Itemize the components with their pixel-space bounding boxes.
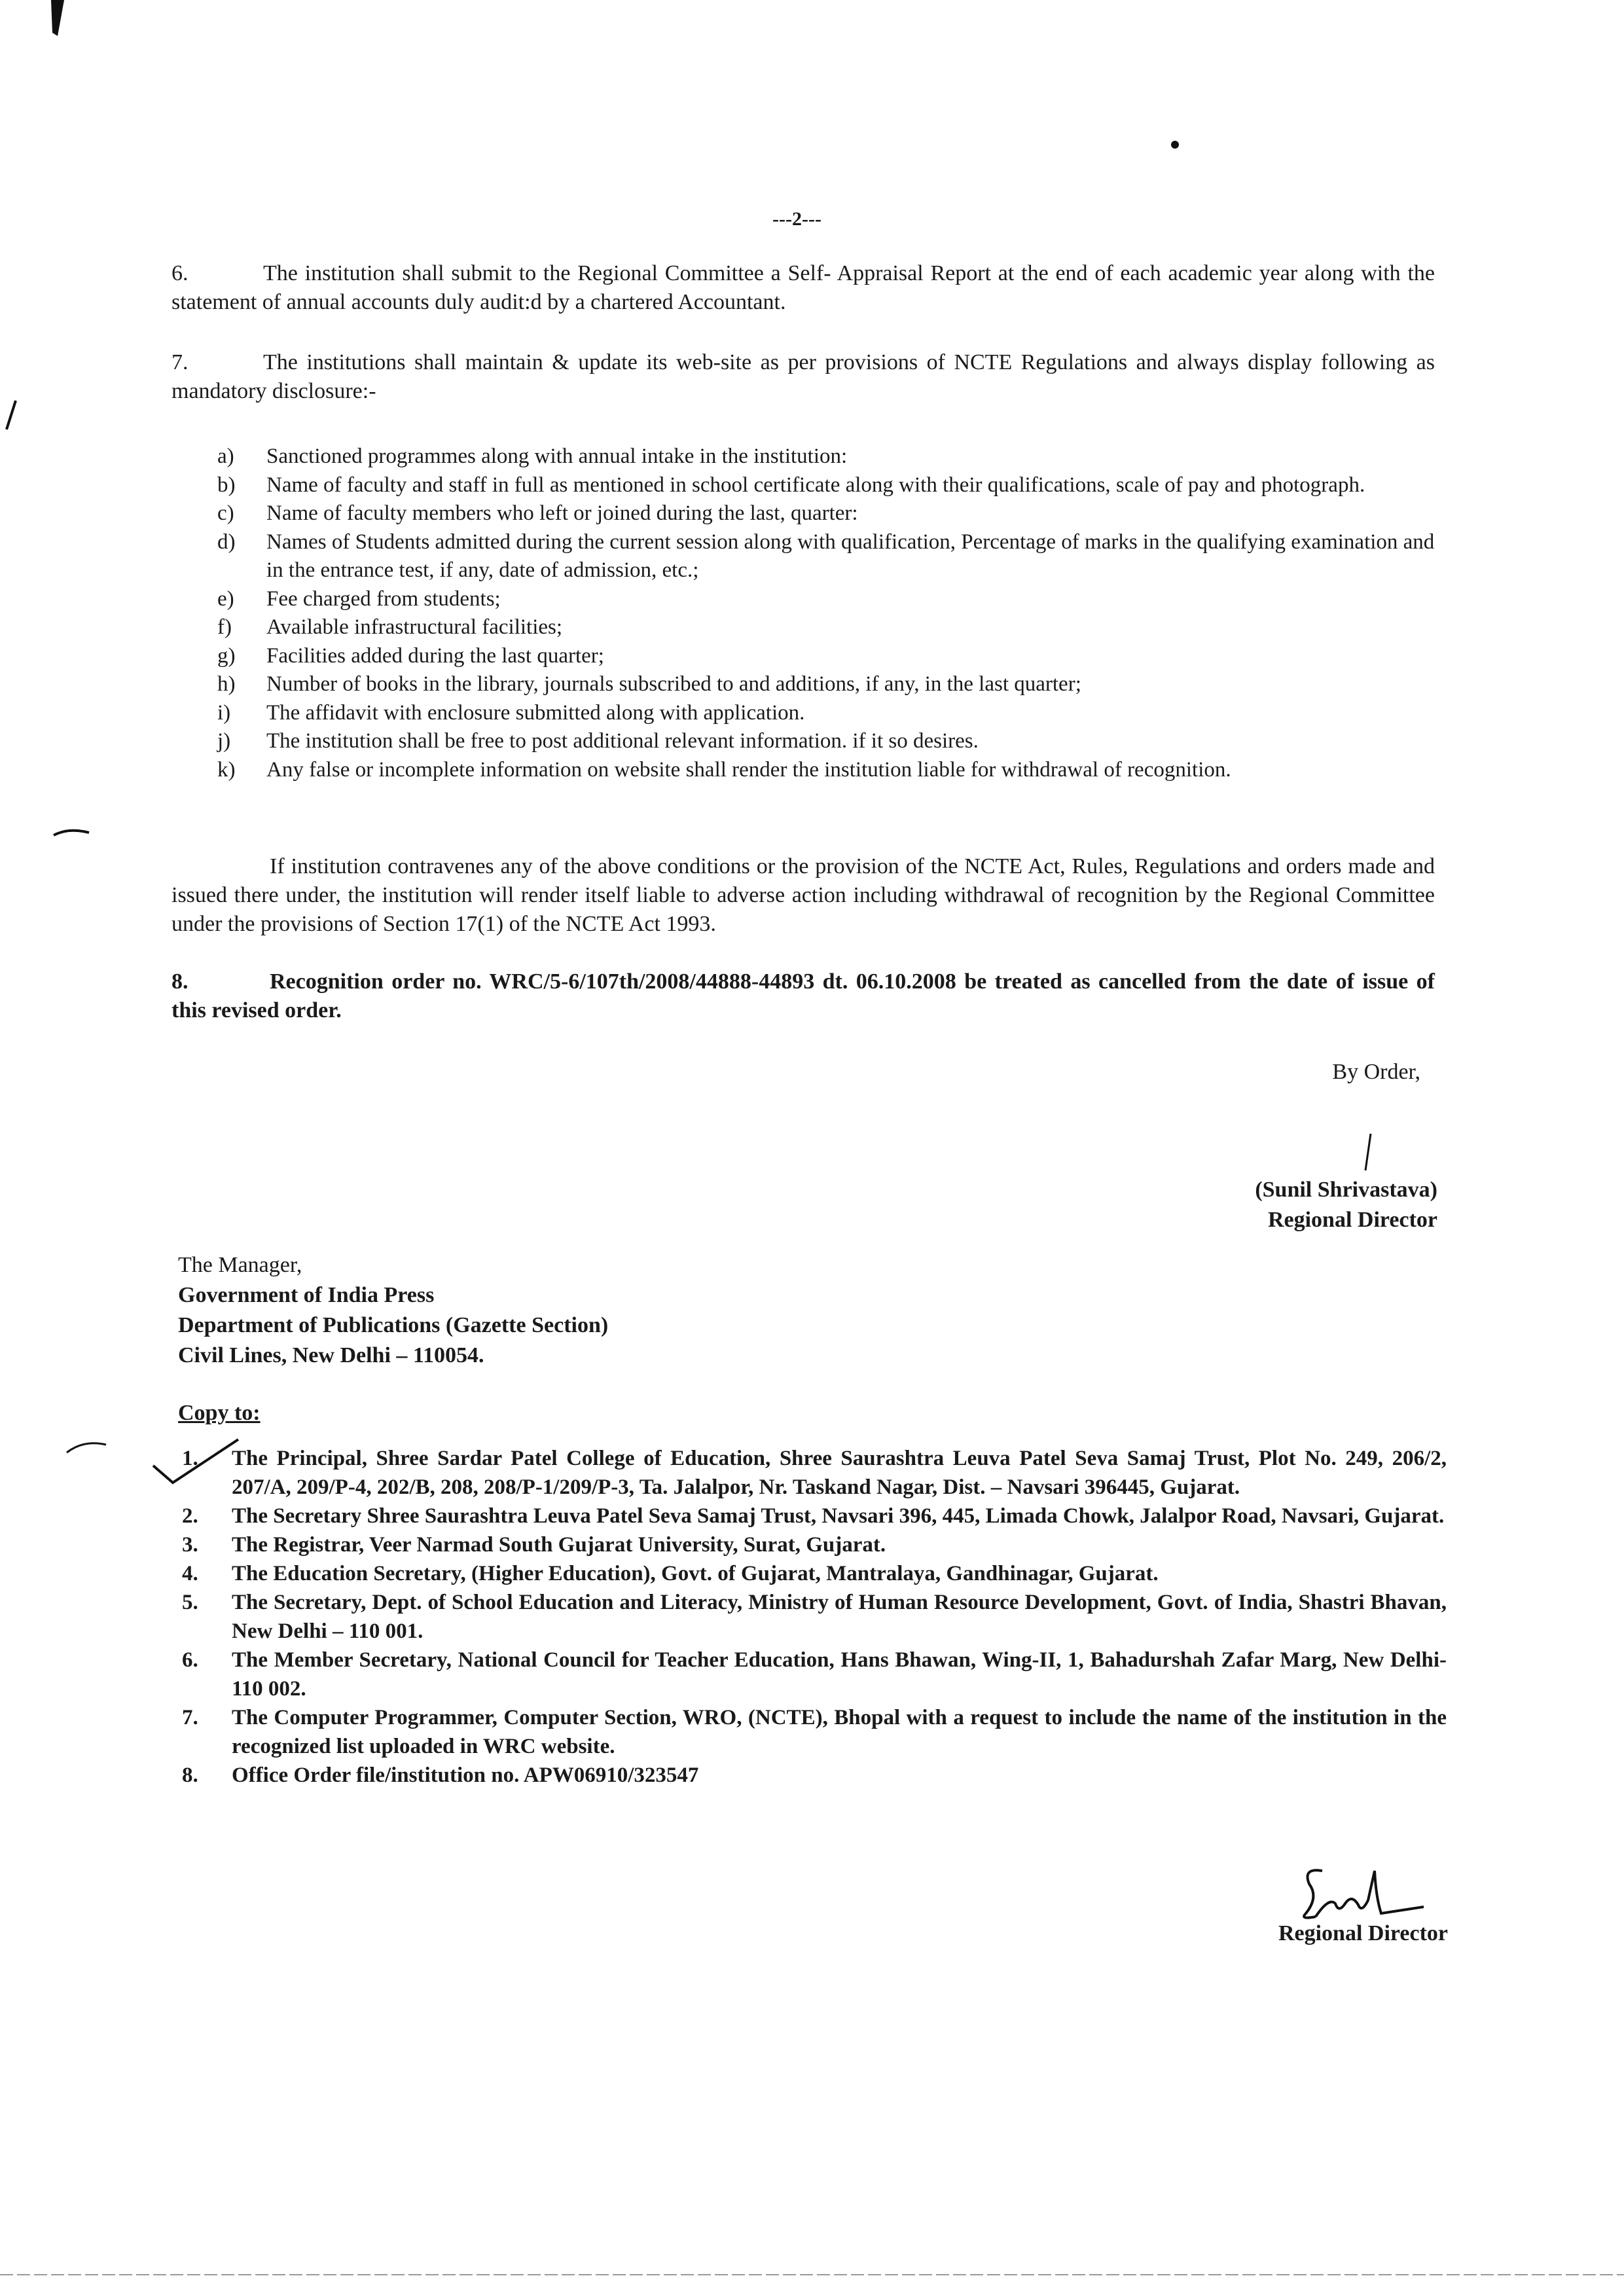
paragraph-6-text: The institution shall submit to the Regional Committee a Self- Appraisal Report at the end of each academic year along with the statement of annual accounts duly audit:d by a chartered Accountant. [171,261,1435,314]
list-item: 8. Office Order file/institution no. APW06910/323547 [182,1763,699,1787]
list-item: f) Available infrastructural facilities; [217,615,563,639]
paragraph-8-text: Recognition order no. WRC/5-6/107th/2008/44888-44893 dt. 06.10.2008 be treated as cancelled from the date of issue of this revised order. [171,969,1435,1022]
signatory-name: (Sunil Shrivastava) [1255,1178,1437,1202]
list-item: g) Facilities added during the last quarter; [217,643,604,668]
signatory-title: Regional Director [1267,1208,1437,1232]
list-item: 3. The Registrar, Veer Narmad South Gujarat University, Surat, Gujarat. [182,1533,886,1557]
addressee-line: The Manager, [178,1253,302,1277]
addressee-line: Department of Publications (Gazette Section) [178,1313,609,1337]
contravention-paragraph: If institution contravenes any of the above conditions or the provision of the NCTE Act, Rules, Regulations and orders made and issued there under, the institution will render itself liable to adverse action including withdrawal of recognition by the Regional Committee under the provisions of Section 17(1) of the NCTE Act 1993. [171,854,1435,936]
margin-dash [52,826,92,839]
paragraph-6 [171,259,1435,317]
paragraph-7-text: The institutions shall maintain & update its web-site as per provisions of NCTE Regulations and always display following as mandatory disclosure:- [171,350,1435,403]
paragraph-7-number: 7. [171,350,189,374]
paragraph-8-number: 8. [171,969,189,994]
addressee-line: Civil Lines, New Delhi – 110054. [178,1343,484,1367]
by-order: By Order, [1332,1060,1420,1084]
list-item: h) Number of books in the library, journals subscribed to and additions, if any, in the last quarter; [217,672,1081,696]
list-item: 2. The Secretary Shree Saurashtra Leuva Patel Seva Samaj Trust, Navsari 396, 445, Limada Chowk, Jalalpor Road, Navsari, Gujarat. [182,1504,1445,1528]
list-item: j) The institution shall be free to post additional relevant information. if it so desires. [217,729,979,753]
margin-curve [64,1437,110,1456]
list-item: c) Name of faculty members who left or joined during the last, quarter: [217,501,858,525]
list-item: d) Names of Students admitted during the current session along with qualification, Percentage of marks in the qualifying examination and in the entrance test, if any, date of admission, etc.; [217,530,1435,582]
list-item: b) Name of faculty and staff in full as mentioned in school certificate along with their qualifications, scale of pay and photograph. [217,473,1365,497]
scan-dot [1170,140,1180,149]
list-item: 7. The Computer Programmer, Computer Section, WRO, (NCTE), Bhopal with a request to include the name of the institution in the recognized list uploaded in WRC website. [182,1706,1447,1758]
paragraph-8 [171,967,1435,1025]
bottom-rule [0,2271,1624,2278]
page-number: ---2--- [772,208,821,230]
list-item: 4. The Education Secretary, (Higher Education), Govt. of Gujarat, Mantralaya, Gandhinagar, Gujarat. [182,1562,1159,1585]
list-item: 6. The Member Secretary, National Council for Teacher Education, Hans Bhawan, Wing-II, 1, Bahadurshah Zafar Marg, New Delhi-110 002. [182,1648,1447,1701]
list-item: e) Fee charged from students; [217,587,501,611]
list-item: i) The affidavit with enclosure submitted along with application. [217,700,805,725]
list-item: k) Any false or incomplete information on website shall render the institution liable for withdrawal of recognition. [217,757,1231,782]
margin-tick [4,399,18,432]
list-item: 5. The Secretary, Dept. of School Education and Literacy, Ministry of Human Resource Development, Govt. of India, Shastri Bhavan, New Delhi – 110 001. [182,1591,1447,1643]
copy-to-list [182,1444,1447,1790]
disclosure-list [217,443,1435,784]
footer-regional-director: Regional Director [1278,1921,1448,1945]
copy-to-heading: Copy to: [178,1401,261,1425]
scan-mark-top-left [46,0,65,39]
list-item: 1. The Principal, Shree Sardar Patel College of Education, Shree Saurashtra Leuva Patel Seva Samaj Trust, Plot No. 249, 206/2, 207/A, 209/P-4, 202/B, 208, 208/P-1/209/P-3, Ta. Jalalpor, Nr. Taskand Nagar, Dist. – Navsari 396445, Gujarat. [182,1447,1447,1499]
paragraph-7 [171,348,1435,406]
list-item: a) Sanctioned programmes along with annual intake in the institution: [217,444,848,468]
addressee-block [178,1250,964,1371]
paragraph-6-number: 6. [171,261,189,285]
addressee-line: Government of India Press [178,1283,435,1307]
signature-stroke [1362,1132,1375,1172]
